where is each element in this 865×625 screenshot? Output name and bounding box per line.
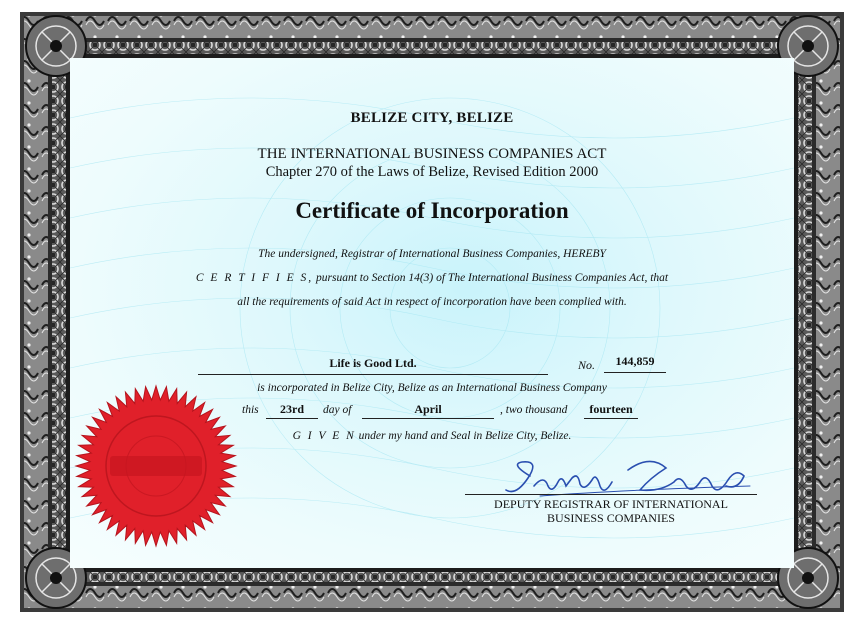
registrar-title-line-2: BUSINESS COMPANIES (547, 511, 675, 525)
date-day: 23rd (266, 402, 318, 419)
date-month: April (362, 402, 494, 419)
body-line-2 (70, 272, 794, 284)
registrar-title-line-1: DEPUTY REGISTRAR OF INTERNATIONAL (494, 497, 728, 511)
date-this-label: this (242, 404, 259, 416)
number-label: No. (578, 358, 596, 372)
registrar-title (465, 494, 757, 525)
incorporated-statement: is incorporated in Belize City, Belize as an International Business Company (257, 382, 607, 394)
chapter-line: Chapter 270 of the Laws of Belize, Revised Edition 2000 (265, 164, 599, 180)
body-line-2-rest: pursuant to Section 14(3) of The International Business Companies Act, that (316, 272, 669, 284)
certificate-title: Certificate of Incorporation (295, 198, 569, 223)
red-seal (70, 380, 242, 552)
date-year: fourteen (584, 402, 638, 419)
certificate (18, 10, 846, 614)
act-title: THE INTERNATIONAL BUSINESS COMPANIES ACT (257, 146, 607, 162)
certificate-paper (70, 58, 794, 568)
location-heading: BELIZE CITY, BELIZE (350, 110, 514, 126)
certifies-word: C E R T I F I E S, (195, 272, 314, 284)
body-line-3: all the requirements of said Act in respect of incorporation have been complied with. (237, 296, 627, 308)
company-number: 144,859 (604, 354, 666, 373)
company-name: Life is Good Ltd. (198, 356, 548, 375)
given-word: G I V E N (292, 430, 356, 442)
date-two-thousand-label: , two thousand (500, 404, 568, 416)
body-line-1: The undersigned, Registrar of International Business Companies, HEREBY (258, 248, 606, 260)
given-rest: under my hand and Seal in Belize City, Belize. (358, 430, 572, 442)
date-day-of-label: day of (323, 404, 352, 416)
